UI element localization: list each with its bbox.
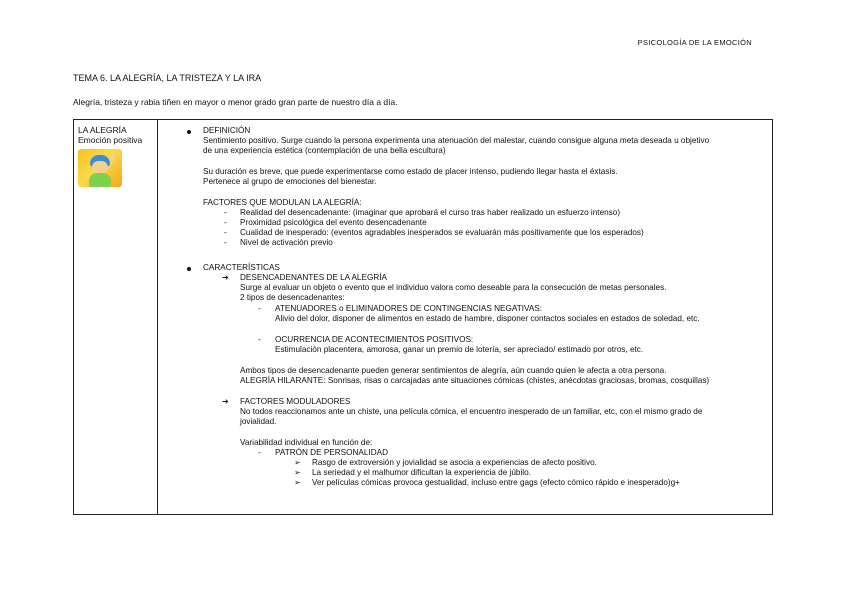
factor-item: Cualidad de inesperado: (eventos agradables inesperados se evaluarán más positivamente que los esperados): [240, 228, 644, 237]
definicion-text: Pertenece al grupo de emociones del bienestar.: [203, 177, 377, 186]
dash-marker: -: [258, 304, 261, 313]
patron-item: La seriedad y el malhumor dificultan la experiencia de júbilo.: [312, 468, 531, 477]
arrowhead-icon: ➢: [294, 478, 301, 487]
desencadenantes-text: Surge al evaluar un objeto o evento que el individuo valora como deseable para la consecución de metas personales.: [240, 283, 667, 292]
arrow-icon: ➔: [222, 273, 229, 282]
left-column: [74, 120, 158, 514]
definicion-text: Sentimiento positivo. Surge cuando la persona experimenta una atenuación del malestar, cuando consigue alguna meta deseada u objetivo: [203, 136, 710, 145]
joy-character-image: [78, 149, 122, 187]
arrowhead-icon: ➢: [294, 468, 301, 477]
dash-marker: -: [224, 218, 227, 227]
patron-title: PATRÓN DE PERSONALIDAD: [275, 448, 388, 457]
content-table: [73, 119, 773, 515]
factor-item: Proximidad psicológica del evento desencadenante: [240, 218, 427, 227]
emotion-subheading: Emoción positiva: [78, 135, 143, 145]
definicion-text: Su duración es breve, que puede experimentarse como estado de placer intenso, pudiendo llegar hasta el éxtasis.: [203, 167, 618, 176]
definicion-text: de una experiencia estética (contemplación de una bella escultura): [203, 146, 446, 155]
tipo1-text: Alivio del dolor, disponer de alimentos en estado de hambre, disponer contactos sociales en estados de soledad, etc.: [275, 314, 700, 323]
bullet-icon: [187, 130, 191, 134]
hilarante-text: ALEGRÍA HILARANTE: Sonrisas, risas o carcajadas ante situaciones cómicas (chistes, anécdotas graciosas, bromas, cosquillas): [240, 376, 710, 385]
ambos-text: Ambos tipos de desencadenante pueden generar sentimientos de alegría, aún cuando quien le afecta a otra persona.: [240, 366, 667, 375]
patron-item: Ver películas cómicas provoca gestualidad, incluso entre gags (efecto cómico rápido e inesperado)g+: [312, 478, 680, 487]
dash-marker: -: [224, 238, 227, 247]
definicion-title: DEFINICIÓN: [203, 126, 251, 135]
tipo2-title: OCURRENCIA DE ACONTECIMIENTOS POSITIVOS:: [275, 335, 474, 344]
emotion-heading: LA ALEGRÍA: [78, 125, 127, 135]
right-column: [158, 120, 772, 514]
arrowhead-icon: ➢: [294, 458, 301, 467]
arrow-icon: ➔: [222, 397, 229, 406]
desencadenantes-title: DESENCADENANTES DE LA ALEGRÍA: [240, 273, 387, 282]
dash-marker: -: [258, 448, 261, 457]
dash-marker: -: [224, 228, 227, 237]
caracteristicas-title: CARACTERÍSTICAS: [203, 263, 280, 272]
tipo1-title: ATENUADORES o ELIMINADORES DE CONTINGENCIAS NEGATIVAS:: [275, 304, 543, 313]
moduladores-title: FACTORES MODULADORES: [240, 397, 351, 406]
intro-text: Alegría, tristeza y rabia tiñen en mayor o menor grado gran parte de nuestro día a día.: [73, 97, 398, 107]
patron-item: Rasgo de extroversión y jovialidad se asocia a experiencias de afecto positivo.: [312, 458, 597, 467]
moduladores-text: No todos reaccionamos ante un chiste, una película cómica, el encuentro inesperado de un familiar, etc, con el mismo grado de: [240, 407, 703, 416]
tipo2-text: Estimulación placentera, amorosa, ganar un premio de lotería, ser apreciado/ estimado por otros, etc.: [275, 345, 644, 354]
factores-title: FACTORES QUE MODULAN LA ALEGRÍA:: [203, 198, 362, 207]
page-title: TEMA 6. LA ALEGRÍA, LA TRISTEZA Y LA IRA: [73, 73, 262, 83]
variabilidad-text: Variabilidad individual en función de:: [240, 438, 373, 447]
factor-item: Realidad del desencadenante: (imaginar que aprobará el curso tras haber realizado un esfuerzo intenso): [240, 208, 621, 217]
moduladores-text: jovialidad.: [240, 417, 277, 426]
dash-marker: -: [224, 208, 227, 217]
bullet-icon: [187, 267, 191, 271]
desencadenantes-text: 2 tipos de desencadenantes:: [240, 293, 345, 302]
dash-marker: -: [258, 335, 261, 344]
factor-item: Nivel de activación previo: [240, 238, 333, 247]
course-header: PSICOLOGÍA DE LA EMOCIÓN: [637, 38, 752, 47]
